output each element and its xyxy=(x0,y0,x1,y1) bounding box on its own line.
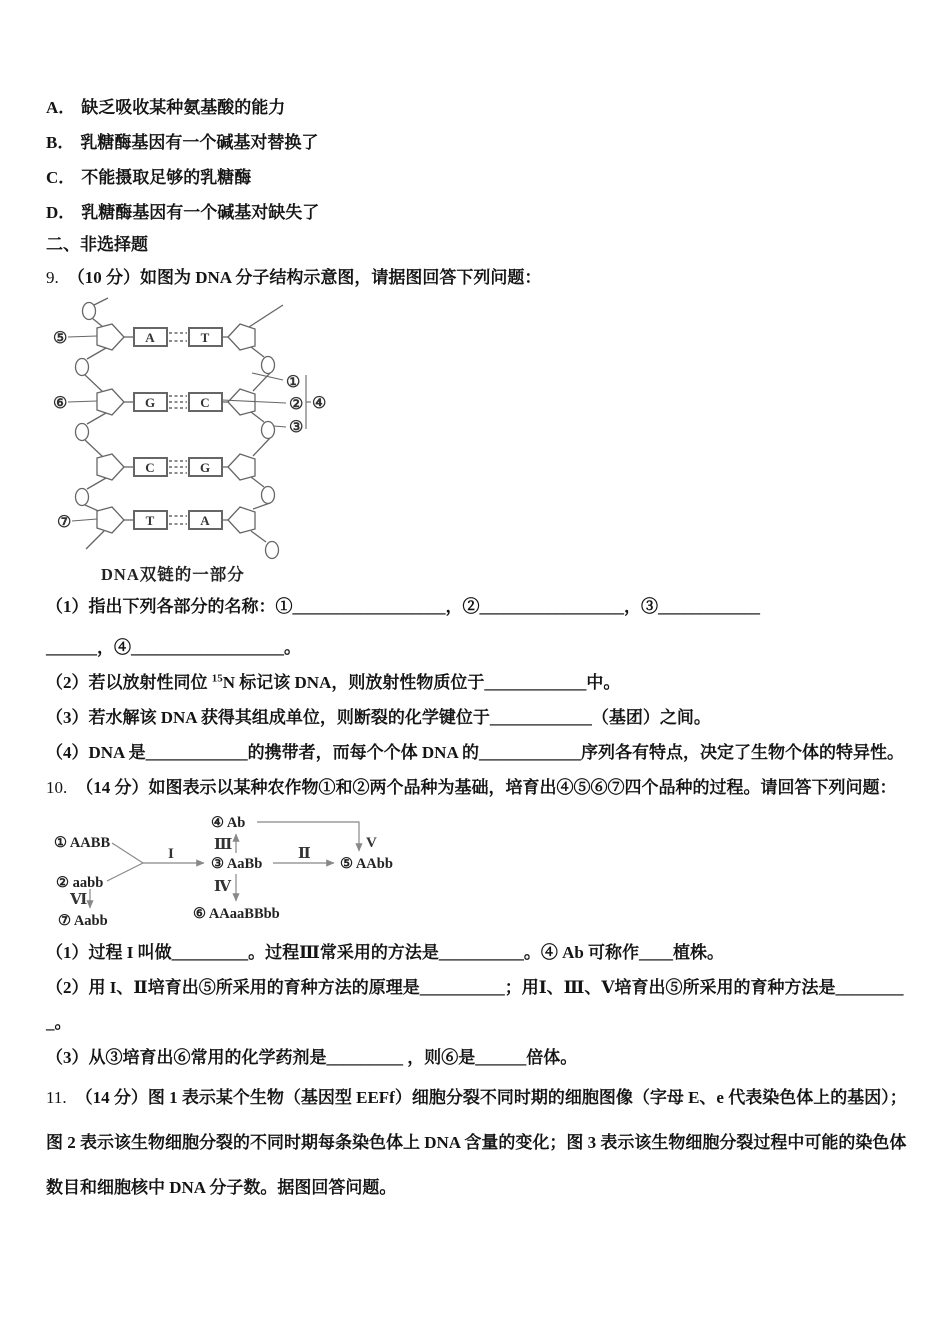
node-4-Ab: ④ Ab xyxy=(211,815,246,831)
node-3-AaBb: ③ AaBb xyxy=(211,856,263,872)
breeding-nodes xyxy=(54,815,393,929)
option-c-text: 不能摄取足够的乳糖酶 xyxy=(81,168,252,187)
dna-structure-figure xyxy=(46,297,356,589)
base-letter: C xyxy=(200,395,210,410)
process-VI-label: Ⅵ xyxy=(70,892,88,908)
label-2: ② xyxy=(289,396,304,413)
option-b-text: 乳糖酶基因有一个碱基对替换了 xyxy=(80,133,319,152)
label-5: ⑤ xyxy=(53,330,68,347)
process-IV-label: Ⅳ xyxy=(214,879,232,895)
process-III-label: Ⅲ xyxy=(214,837,233,853)
q9-sub3: （3）若水解该 DNA 获得其组成单位，则断裂的化学键位于____________（基团）之间。 xyxy=(46,708,711,727)
q10-stem-text: （14 分）如图表示以某种农作物①和②两个品种为基础，培育出④⑤⑥⑦四个品种的过程。请回答下列问题： xyxy=(76,778,897,797)
strand-continuation xyxy=(249,305,283,327)
process-II-label: Ⅱ xyxy=(298,846,311,862)
deoxyribose-pentagon xyxy=(228,507,255,533)
option-b-label: B． xyxy=(46,133,75,152)
strand-continuation xyxy=(86,531,104,549)
hydrogen-bonds xyxy=(169,333,187,524)
q9-sub1-line1: （1）指出下列各部分的名称：①__________________，②_________________，③____________ xyxy=(46,597,760,616)
deoxyribose-pentagon xyxy=(97,507,124,533)
phosphate-circle xyxy=(76,424,89,441)
dna-figure-caption: DNA双链的一部分 xyxy=(101,565,245,584)
label-6: ⑥ xyxy=(53,395,68,412)
q10-sub2-line1: （2）用 I、Ⅱ培育出⑤所采用的育种方法的原理是__________；用Ⅰ、Ⅲ、Ⅴ培育出⑤所采用的育种方法是________ xyxy=(46,978,904,997)
phosphate-circle xyxy=(76,489,89,506)
option-a-text: 缺乏吸收某种氨基酸的能力 xyxy=(81,98,286,117)
phosphate-circle xyxy=(262,422,275,439)
q9-stem xyxy=(46,260,912,295)
q9-number: 9. xyxy=(46,268,59,287)
q9-sub4: （4）DNA 是____________的携带者，而每个个体 DNA 的____________序列各有特点，决定了生物个体的特异性。 xyxy=(46,743,905,762)
q10-stem xyxy=(46,770,912,805)
base-letter: A xyxy=(200,513,210,528)
q10-number: 10. xyxy=(46,778,68,797)
base-letter: T xyxy=(200,330,210,345)
deoxyribose-pentagon xyxy=(97,389,124,415)
label-1: ① xyxy=(286,374,301,391)
dna-strands xyxy=(68,298,311,559)
phosphate-circle xyxy=(266,542,279,559)
section-heading: 二、非选择题 xyxy=(46,235,148,254)
deoxyribose-pentagon xyxy=(97,324,124,350)
node-6-AAaaBBbb: ⑥ AAaaBBbb xyxy=(193,906,280,922)
q10-sub1: （1）过程 I 叫做_________。过程Ⅲ常采用的方法是__________。④ Ab 可称作____植株。 xyxy=(46,943,725,962)
base-letter: A xyxy=(145,330,155,345)
label-3: ③ xyxy=(289,419,304,436)
option-a-label: A． xyxy=(46,98,76,117)
isotope-superscript: 15 xyxy=(211,672,223,685)
option-b xyxy=(46,125,912,160)
base-letter: G xyxy=(144,395,156,410)
node-2-aabb: ② aabb xyxy=(56,875,104,891)
q9-sub1-line2: ______，④__________________。 xyxy=(46,638,301,657)
option-d-text: 乳糖酶基因有一个碱基对缺失了 xyxy=(81,203,320,222)
q11-line2: 图 2 表示该生物细胞分裂的不同时期每条染色体上 DNA 含量的变化；图 3 表示该生物细胞分裂过程中可能的染色体 xyxy=(46,1133,907,1152)
q11-stem xyxy=(46,1075,912,1120)
option-d xyxy=(46,195,912,230)
deoxyribose-pentagon xyxy=(228,389,255,415)
option-d-label: D． xyxy=(46,203,76,222)
node-1-AABB: ① AABB xyxy=(54,835,111,851)
node-7-Aabb: ⑦ Aabb xyxy=(58,913,108,929)
option-a xyxy=(46,90,912,125)
deoxyribose-pentagon xyxy=(97,454,124,480)
base-letter: C xyxy=(145,460,155,475)
option-c-label: C． xyxy=(46,168,76,187)
label-7: ⑦ xyxy=(57,514,72,531)
strand-continuation xyxy=(94,298,108,305)
q10-sub3: （3）从③培育出⑥常用的化学药剂是_________ ，则⑥是______倍体。 xyxy=(46,1048,578,1067)
phosphate-circle xyxy=(262,487,275,504)
process-V-label: V xyxy=(366,835,377,851)
cross-line-from-aabb-upper xyxy=(112,843,143,863)
label-4: ④ xyxy=(312,395,327,412)
q11-line3: 数目和细胞核中 DNA 分子数。据图回答问题。 xyxy=(46,1178,397,1197)
phosphate-circle xyxy=(262,357,275,374)
base-letters xyxy=(145,330,210,528)
base-letter: G xyxy=(199,460,211,475)
process-I-label: I xyxy=(168,846,174,862)
q10-sub2-line2: _。 xyxy=(46,1013,72,1032)
deoxyribose-pentagon xyxy=(228,454,255,480)
q9-sub2-pre: （2）若以放射性同位 xyxy=(46,673,212,692)
q9-sub2 xyxy=(46,665,912,700)
phosphate-circle xyxy=(76,359,89,376)
node-5-AAbb: ⑤ AAbb xyxy=(340,856,393,872)
q9-sub2-post: N 标记该 DNA，则放射性物质位于____________中。 xyxy=(222,673,621,692)
phosphate-circle xyxy=(83,303,96,320)
q11-number: 11. xyxy=(46,1088,67,1107)
figure-labels xyxy=(53,330,326,531)
breeding-process-figure xyxy=(46,797,406,935)
option-c xyxy=(46,160,912,195)
q9-stem-text: （10 分）如图为 DNA 分子结构示意图，请据图回答下列问题： xyxy=(67,268,542,287)
q11-line1-text: （14 分）图 1 表示某个生物（基因型 EEFf）细胞分裂不同时期的细胞图像（字母 E、e 代表染色体上的基因）； xyxy=(75,1088,907,1107)
cross-line-from-aabb-lower xyxy=(107,863,143,881)
base-letter: T xyxy=(145,513,155,528)
deoxyribose-pentagon xyxy=(228,324,255,350)
